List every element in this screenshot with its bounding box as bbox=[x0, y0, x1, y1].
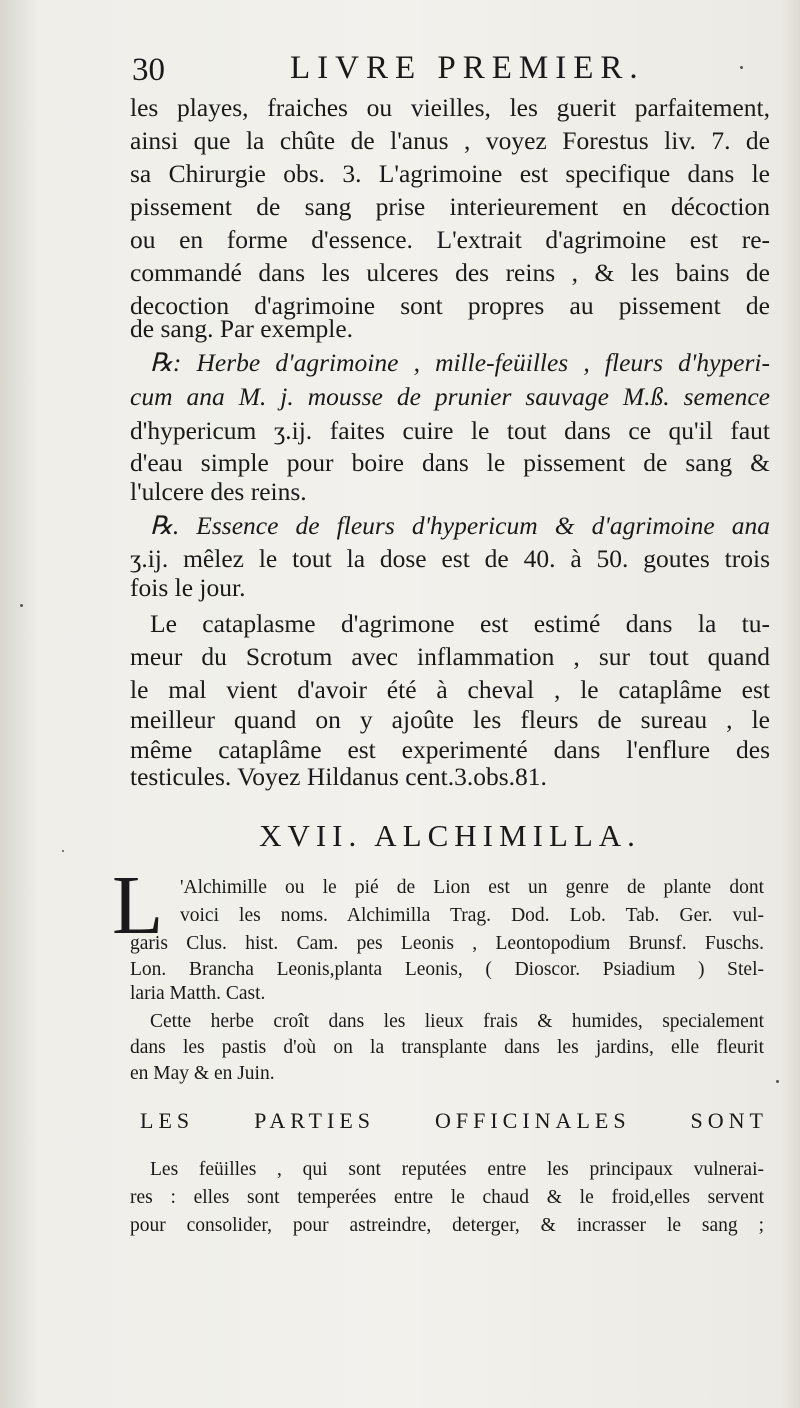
section-line: Cette herbe croît dans les lieux frais & humides, specialement bbox=[150, 1011, 764, 1032]
section-line: laria Matth. Cast. bbox=[130, 983, 266, 1004]
section-title: XVII. ALCHIMILLA. bbox=[259, 818, 641, 853]
recipe-line: ℞: Herbe d'agrimoine , mille-feüilles , fleurs d'hyperi- bbox=[150, 348, 770, 377]
officinal-line: Les feüilles , qui sont reputées entre les principaux vulnerai- bbox=[150, 1159, 764, 1180]
body-line: meilleur quand on y ajoûte les fleurs de sureau , le bbox=[130, 705, 770, 734]
paper-speck bbox=[776, 1080, 779, 1083]
body-line: de sang. Par exemple. bbox=[130, 314, 354, 343]
running-head bbox=[130, 48, 770, 92]
running-title: LIVRE PREMIER. bbox=[290, 50, 645, 86]
recipe-line: d'eau simple pour boire dans le pissement de sang & bbox=[130, 448, 770, 477]
recipe-line: d'hypericum ʒ.ij. faites cuire le tout dans ce qu'il faut bbox=[130, 416, 770, 445]
recipe-line: fois le jour. bbox=[130, 573, 246, 602]
recipe-line: ʒ.ij. mêlez le tout la dose est de 40. à 50. goutes trois bbox=[130, 544, 770, 573]
section-line: garis Clus. hist. Cam. pes Leonis , Leontopodium Brunsf. Fuschs. bbox=[130, 933, 764, 954]
body-line: le mal vient d'avoir été à cheval , le cataplâme est bbox=[130, 675, 770, 704]
subheading: LES PARTIES OFFICINALES SONT bbox=[140, 1108, 768, 1133]
body-line: Le cataplasme d'agrimone est estimé dans la tu- bbox=[150, 609, 770, 638]
section-line: voici les noms. Alchimilla Trag. Dod. Lob. Tab. Ger. vul- bbox=[180, 905, 764, 926]
recipe-line: l'ulcere des reins. bbox=[130, 477, 307, 506]
body-line: même cataplâme est experimenté dans l'enflure des bbox=[130, 735, 770, 764]
body-line: commandé dans les ulceres des reins , & les bains de bbox=[130, 258, 770, 287]
body-line: ainsi que la chûte de l'anus , voyez Forestus liv. 7. de bbox=[130, 126, 770, 155]
body-line: testicules. Voyez Hildanus cent.3.obs.81. bbox=[130, 762, 547, 791]
paper-speck bbox=[20, 604, 23, 607]
recipe-line: ℞. Essence de fleurs d'hypericum & d'agrimoine ana bbox=[150, 511, 770, 540]
body-line: les playes, fraiches ou vieilles, les guerit parfaitement, bbox=[130, 93, 770, 122]
section-line: 'Alchimille ou le pié de Lion est un genre de plante dont bbox=[180, 877, 764, 898]
body-line: ou en forme d'essence. L'extrait d'agrimoine est re- bbox=[130, 225, 770, 254]
body-line: pissement de sang prise interieurement en décoction bbox=[130, 192, 770, 221]
section-line: en May & en Juin. bbox=[130, 1063, 275, 1084]
recipe-line: cum ana M. j. mousse de prunier sauvage M.ß. semence bbox=[130, 382, 770, 411]
officinal-line: res : elles sont temperées entre le chaud & le froid,elles servent bbox=[130, 1187, 764, 1208]
body-line: decoction d'agrimoine sont propres au pissement de bbox=[130, 291, 770, 320]
paper-speck bbox=[740, 66, 743, 69]
officinal-line: pour consolider, pour astreindre, deterger, & incrasser le sang ; bbox=[130, 1215, 764, 1236]
body-line: meur du Scrotum avec inflammation , sur tout quand bbox=[130, 642, 770, 671]
page-number: 30 bbox=[132, 52, 165, 88]
section-line: Lon. Brancha Leonis,planta Leonis, ( Dioscor. Psiadium ) Stel- bbox=[130, 959, 764, 980]
section-line: dans les pastis d'où on la transplante dans les jardins, elle fleurit bbox=[130, 1037, 764, 1058]
body-line: sa Chirurgie obs. 3. L'agrimoine est specifique dans le bbox=[130, 159, 770, 188]
drop-cap: L bbox=[112, 859, 164, 952]
paper-speck bbox=[62, 850, 64, 852]
